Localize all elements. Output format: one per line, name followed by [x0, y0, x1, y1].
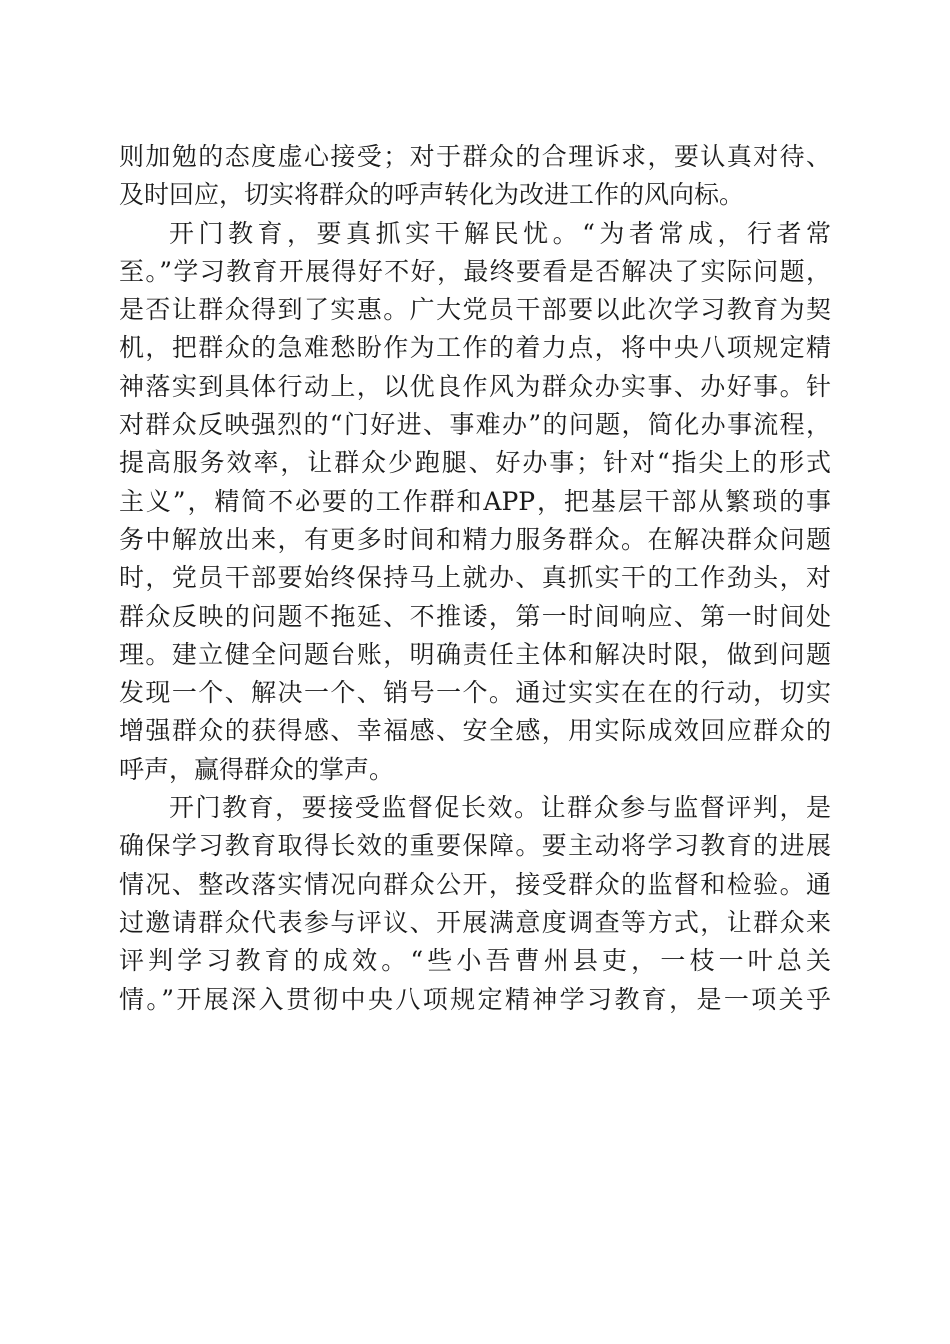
- text-line: 机，把群众的急难愁盼作为工作的着力点，将中央八项规定精: [119, 333, 831, 363]
- text-line: 情况、整改落实情况向群众公开，接受群众的监督和检验。通: [119, 869, 831, 899]
- text-line: 则加勉的态度虚心接受；对于群众的合理诉求，要认真对待、: [119, 142, 831, 171]
- text-line: 开门教育，要真抓实干解民忧。“为者常成，行者常: [169, 218, 831, 248]
- text-line: 是否让群众得到了实惠。广大党员干部要以此次学习教育为契: [119, 295, 831, 325]
- text-line: 至。”学习教育开展得好不好，最终要看是否解决了实际问题，: [119, 256, 831, 286]
- text-line: 时，党员干部要始终保持马上就办、真抓实干的工作劲头，对: [119, 563, 831, 593]
- text-line: 评判学习教育的成效。“些小吾曹州县吏，一枝一叶总关: [119, 946, 831, 976]
- text-line: 主义”，精简不必要的工作群和APP，把基层干部从繁琐的事: [119, 486, 831, 516]
- text-line: 确保学习教育取得长效的重要保障。要主动将学习教育的进展: [119, 831, 831, 861]
- text-line: 群众反映的问题不拖延、不推诿，第一时间响应、第一时间处: [119, 601, 831, 631]
- text-line: 对群众反映强烈的“门好进、事难办”的问题，简化办事流程，: [119, 410, 831, 440]
- text-line: 过邀请群众代表参与评议、开展满意度调查等方式，让群众来: [119, 907, 831, 937]
- text-line: 开门教育，要接受监督促长效。让群众参与监督评判，是: [169, 793, 831, 823]
- text-line: 发现一个、解决一个、销号一个。通过实实在在的行动，切实: [119, 678, 831, 708]
- text-line: 务中解放出来，有更多时间和精力服务群众。在解决群众问题: [119, 524, 831, 554]
- text-line: 提高服务效率，让群众少跑腿、好办事；针对“指尖上的形式: [119, 448, 831, 478]
- text-line: 理。建立健全问题台账，明确责任主体和解决时限，做到问题: [119, 639, 831, 669]
- body-text: [119, 138, 831, 1019]
- text-line: 神落实到具体行动上，以优良作风为群众办实事、办好事。针: [119, 371, 831, 401]
- text-line: 呼声，赢得群众的掌声。: [119, 754, 395, 784]
- text-line: 及时回应，切实将群众的呼声转化为改进工作的风向标。: [119, 180, 745, 210]
- text-line: 增强群众的获得感、幸福感、安全感，用实际成效回应群众的: [119, 716, 831, 746]
- text-line: 情。”开展深入贯彻中央八项规定精神学习教育，是一项关乎: [119, 984, 831, 1014]
